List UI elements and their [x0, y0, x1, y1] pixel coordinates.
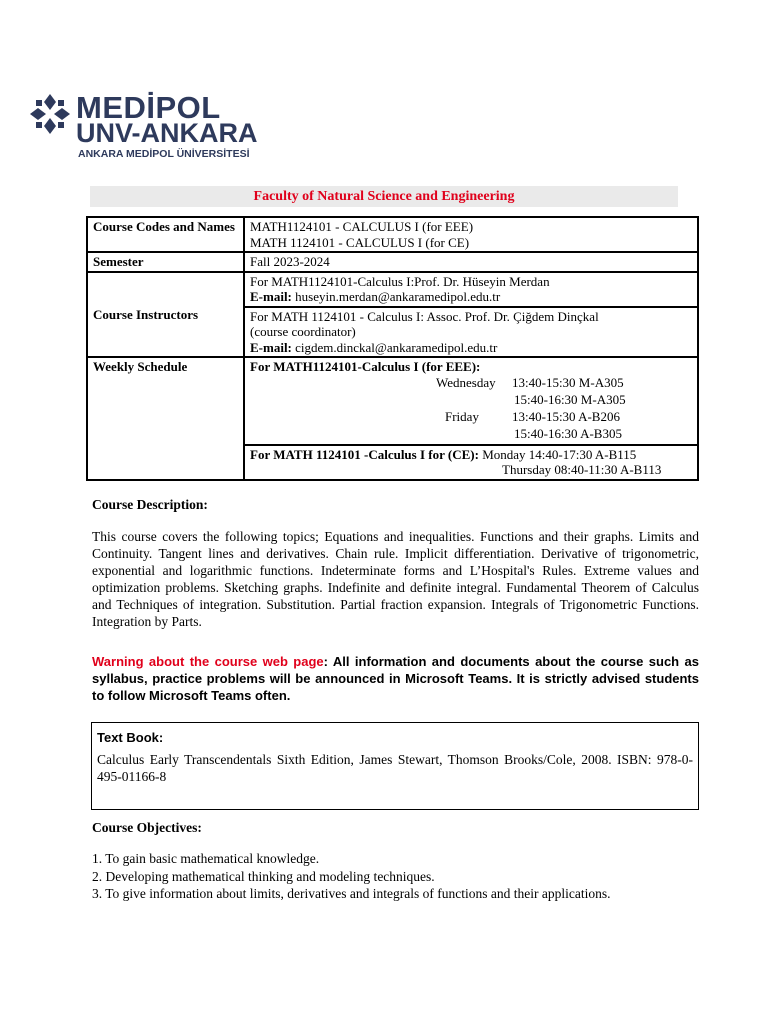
instructor-1-cell — [244, 272, 698, 307]
logo-line-unv-ankara: UNV-ANKARA — [76, 118, 258, 148]
table-row-instructor-1 — [87, 272, 698, 307]
instructor-2-cell — [244, 307, 698, 358]
course-objectives-title: Course Objectives: — [92, 820, 202, 835]
schedule-slot: 15:40-16:30 A-B305 — [514, 425, 622, 441]
schedule-eee-cell — [244, 357, 698, 445]
textbook-box — [91, 722, 699, 810]
textbook-text: Calculus Early Transcendentals Sixth Edition, James Stewart, Thomson Brooks/Cole, 2008. ISBN: 978-0-495-01166-8 — [97, 752, 693, 784]
schedule-row — [250, 409, 692, 426]
schedule-label: Weekly Schedule — [87, 357, 244, 480]
instructor-2-email — [250, 340, 692, 356]
table-row-semester — [87, 252, 698, 272]
course-line-ce: MATH 1124101 - CALCULUS I (for CE) — [250, 234, 470, 250]
logo-line-university-name: ANKARA MEDİPOL ÜNİVERSİTESİ — [78, 148, 250, 160]
schedule-row — [250, 426, 692, 443]
course-line-eee: MATH1124101 - CALCULUS I (for EEE) — [250, 219, 474, 234]
course-web-page-warning — [92, 653, 699, 704]
course-objectives-list — [92, 850, 610, 903]
logo-line-medipol: MEDİPOL — [76, 90, 221, 125]
schedule-ce-thursday: Thursday 08:40-11:30 A-B113 — [502, 462, 662, 477]
semester-label: Semester — [87, 252, 244, 272]
textbook-title: Text Book: — [97, 730, 164, 745]
warning-text: : All information and documents about the course such as syllabus, practice problems will be announced in Microsoft Teams. It is strictly advised students to follow Microsoft Teams often. — [92, 654, 699, 703]
table-row-schedule-eee — [87, 357, 698, 445]
instructor-1-line: For MATH1124101-Calculus I:Prof. Dr. Hüseyin Merdan — [250, 273, 550, 289]
course-codes-label: Course Codes and Names — [87, 217, 244, 252]
instructor-2-line: For MATH 1124101 - Calculus I: Assoc. Prof. Dr. Çiğdem Dinçkal — [250, 308, 599, 324]
instructor-1-email — [250, 289, 692, 305]
course-info-table — [86, 216, 699, 481]
email-label: E-mail: — [250, 289, 292, 304]
list-item: 1. To gain basic mathematical knowledge. — [92, 851, 320, 866]
schedule-day: Wednesday — [436, 374, 496, 390]
table-row-course-codes — [87, 217, 698, 252]
course-description-text: This course covers the following topics; Equations and inequalities. Functions and their graphs. Limits and Continuity. Tangent lines and derivatives. Chain rule. Implicit differentiation. Derivative of trigonometric, exponential and logarithmic functions. Indeterminate forms and L’Hospital's Rules. Extreme values and optimization problems. Sketching graphs. Indefinite and definite integral. Fundamental Theorem of Calculus and Techniques of integration. Substitution. Partial fraction expansion. Integrals of Trigonometric Functions. Integration by Parts. — [92, 529, 699, 629]
instructors-label: Course Instructors — [87, 272, 244, 358]
warning-label: Warning about the course web page — [92, 654, 324, 669]
schedule-slot: 15:40-16:30 M-A305 — [514, 391, 626, 407]
schedule-slot: 13:40-15:30 A-B206 — [512, 408, 620, 424]
list-item: 3. To give information about limits, derivatives and integrals of functions and their applications. — [92, 886, 611, 901]
list-item: 2. Developing mathematical thinking and modeling techniques. — [92, 868, 435, 884]
schedule-ce-line-1 — [250, 447, 692, 463]
email-label: E-mail: — [250, 339, 292, 355]
schedule-ce-cell — [244, 445, 698, 480]
instructor-2-note: (course coordinator) — [250, 324, 356, 339]
instructor-1-email-link[interactable]: huseyin.merdan@ankaramedipol.edu.tr — [295, 289, 501, 304]
course-codes-value — [244, 217, 698, 252]
faculty-banner: Faculty of Natural Science and Engineering — [90, 186, 678, 207]
schedule-day: Friday — [445, 408, 479, 424]
course-description-title: Course Description: — [92, 497, 208, 512]
semester-value: Fall 2023-2024 — [244, 252, 698, 272]
schedule-eee-heading: For MATH1124101-Calculus I (for EEE): — [250, 359, 481, 374]
schedule-row — [250, 392, 692, 409]
schedule-row — [250, 375, 692, 392]
schedule-ce-heading: For MATH 1124101 -Calculus I for (CE): — [250, 446, 479, 462]
schedule-ce-monday: Monday 14:40-17:30 A-B115 — [482, 446, 637, 462]
medipol-emblem-icon — [28, 92, 72, 136]
instructor-2-email-link[interactable]: cigdem.dinckal@ankaramedipol.edu.tr — [295, 339, 498, 355]
schedule-slot: 13:40-15:30 M-A305 — [512, 374, 624, 390]
